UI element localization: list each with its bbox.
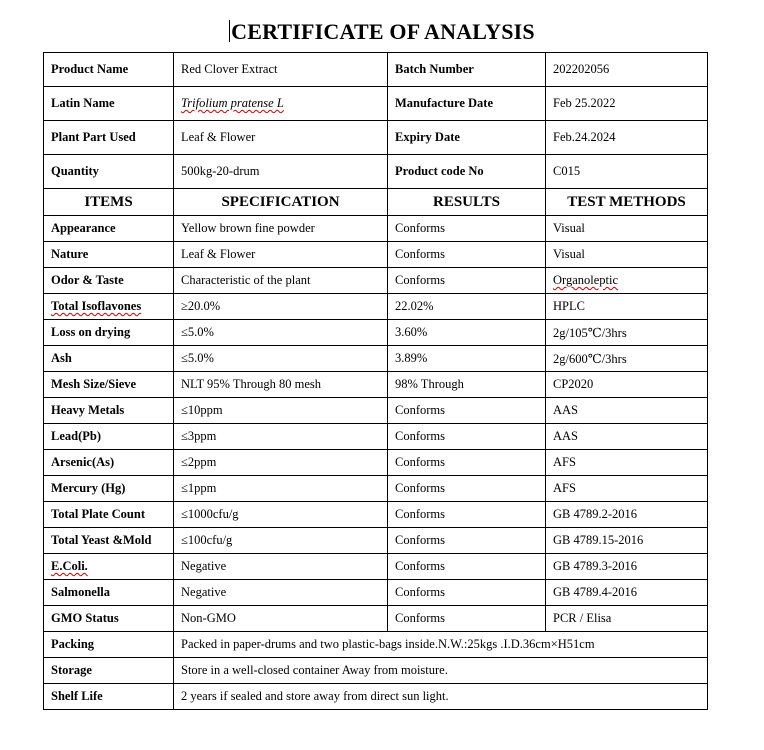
- info-value: 500kg-20-drum: [174, 155, 388, 189]
- test-item: Total Plate Count: [44, 502, 174, 528]
- coa-table: [43, 52, 708, 710]
- test-item: Total Yeast &Mold: [44, 528, 174, 554]
- footer-label: Shelf Life: [44, 684, 174, 710]
- info-row: [44, 155, 708, 189]
- test-item: Mesh Size/Sieve: [44, 372, 174, 398]
- footer-row-storage: [44, 658, 708, 684]
- info-value: [174, 87, 388, 121]
- test-item: Salmonella: [44, 580, 174, 606]
- test-method: PCR / Elisa: [546, 606, 708, 632]
- test-item: Appearance: [44, 216, 174, 242]
- test-spec: ≤100cfu/g: [174, 528, 388, 554]
- test-item: Loss on drying: [44, 320, 174, 346]
- info-row: [44, 121, 708, 155]
- test-method: HPLC: [546, 294, 708, 320]
- test-item: [44, 554, 174, 580]
- test-spec: Yellow brown fine powder: [174, 216, 388, 242]
- test-result: Conforms: [388, 398, 546, 424]
- test-method: Visual: [546, 216, 708, 242]
- test-method: AAS: [546, 398, 708, 424]
- test-result: 22.02%: [388, 294, 546, 320]
- footer-value: Packed in paper-drums and two plastic-bags inside.N.W.:25kgs .I.D.36cm×H51cm: [174, 632, 708, 658]
- test-method: AAS: [546, 424, 708, 450]
- header-test-methods: TEST METHODS: [546, 189, 708, 216]
- test-spec: Characteristic of the plant: [174, 268, 388, 294]
- test-method: GB 4789.4-2016: [546, 580, 708, 606]
- test-item: [44, 294, 174, 320]
- test-result: Conforms: [388, 554, 546, 580]
- test-item: Nature: [44, 242, 174, 268]
- test-item-text: E.Coli.: [51, 559, 88, 573]
- test-result: Conforms: [388, 242, 546, 268]
- document-title: [0, 19, 764, 45]
- test-row: [44, 372, 708, 398]
- test-item: Arsenic(As): [44, 450, 174, 476]
- info-label: Latin Name: [44, 87, 174, 121]
- test-row: [44, 320, 708, 346]
- test-spec: Negative: [174, 554, 388, 580]
- info-value: Feb 25.2022: [546, 87, 708, 121]
- info-label: Product code No: [388, 155, 546, 189]
- test-item-text: Total Isoflavones: [51, 299, 142, 313]
- test-method: Visual: [546, 242, 708, 268]
- footer-row-shelf-life: [44, 684, 708, 710]
- test-row: [44, 580, 708, 606]
- test-spec: NLT 95% Through 80 mesh: [174, 372, 388, 398]
- info-label: Quantity: [44, 155, 174, 189]
- test-method: GB 4789.3-2016: [546, 554, 708, 580]
- info-value: Leaf & Flower: [174, 121, 388, 155]
- test-item: Heavy Metals: [44, 398, 174, 424]
- test-method-text: Organoleptic: [553, 273, 619, 287]
- test-spec: ≤2ppm: [174, 450, 388, 476]
- test-result: Conforms: [388, 476, 546, 502]
- test-row: [44, 346, 708, 372]
- info-value: 202202056: [546, 53, 708, 87]
- info-label: Plant Part Used: [44, 121, 174, 155]
- test-method: AFS: [546, 450, 708, 476]
- test-result: Conforms: [388, 580, 546, 606]
- test-result: 3.89%: [388, 346, 546, 372]
- test-method: 2g/105℃/3hrs: [546, 320, 708, 346]
- test-method: GB 4789.2-2016: [546, 502, 708, 528]
- info-value: Feb.24.2024: [546, 121, 708, 155]
- test-item: Odor & Taste: [44, 268, 174, 294]
- test-result: Conforms: [388, 268, 546, 294]
- test-spec: ≤5.0%: [174, 346, 388, 372]
- test-item: Mercury (Hg): [44, 476, 174, 502]
- test-row: [44, 398, 708, 424]
- test-spec: ≤1000cfu/g: [174, 502, 388, 528]
- test-row: [44, 424, 708, 450]
- text-cursor: [229, 20, 230, 42]
- info-label: Manufacture Date: [388, 87, 546, 121]
- test-spec: ≤1ppm: [174, 476, 388, 502]
- test-spec: ≤3ppm: [174, 424, 388, 450]
- column-header-row: [44, 189, 708, 216]
- info-row: [44, 87, 708, 121]
- test-row: [44, 242, 708, 268]
- test-row: [44, 502, 708, 528]
- test-method: [546, 268, 708, 294]
- info-label: Expiry Date: [388, 121, 546, 155]
- document-title-text: CERTIFICATE OF ANALYSIS: [231, 19, 535, 44]
- footer-label: Storage: [44, 658, 174, 684]
- test-row: [44, 294, 708, 320]
- test-row: [44, 528, 708, 554]
- test-result: Conforms: [388, 606, 546, 632]
- info-value: C015: [546, 155, 708, 189]
- test-spec: ≤5.0%: [174, 320, 388, 346]
- test-row: [44, 268, 708, 294]
- test-item: Lead(Pb): [44, 424, 174, 450]
- test-result: Conforms: [388, 502, 546, 528]
- header-items: ITEMS: [44, 189, 174, 216]
- info-label: Product Name: [44, 53, 174, 87]
- test-spec: ≤10ppm: [174, 398, 388, 424]
- test-result: 98% Through: [388, 372, 546, 398]
- test-method: 2g/600℃/3hrs: [546, 346, 708, 372]
- test-row: [44, 606, 708, 632]
- test-spec: Leaf & Flower: [174, 242, 388, 268]
- info-value: Red Clover Extract: [174, 53, 388, 87]
- test-row: [44, 554, 708, 580]
- info-row: [44, 53, 708, 87]
- footer-label: Packing: [44, 632, 174, 658]
- test-method: GB 4789.15-2016: [546, 528, 708, 554]
- test-spec: Non-GMO: [174, 606, 388, 632]
- footer-value: Store in a well-closed container Away from moisture.: [174, 658, 708, 684]
- test-result: Conforms: [388, 424, 546, 450]
- footer-row-packing: [44, 632, 708, 658]
- test-item: GMO Status: [44, 606, 174, 632]
- test-result: 3.60%: [388, 320, 546, 346]
- test-method: AFS: [546, 476, 708, 502]
- test-row: [44, 476, 708, 502]
- header-specification: SPECIFICATION: [174, 189, 388, 216]
- latin-name-text: Trifolium pratense L: [181, 96, 284, 110]
- header-results: RESULTS: [388, 189, 546, 216]
- test-spec: Negative: [174, 580, 388, 606]
- test-row: [44, 450, 708, 476]
- test-row: [44, 216, 708, 242]
- test-method: CP2020: [546, 372, 708, 398]
- test-item: Ash: [44, 346, 174, 372]
- test-spec: ≥20.0%: [174, 294, 388, 320]
- test-result: Conforms: [388, 450, 546, 476]
- footer-value: 2 years if sealed and store away from direct sun light.: [174, 684, 708, 710]
- test-result: Conforms: [388, 528, 546, 554]
- test-result: Conforms: [388, 216, 546, 242]
- info-label: Batch Number: [388, 53, 546, 87]
